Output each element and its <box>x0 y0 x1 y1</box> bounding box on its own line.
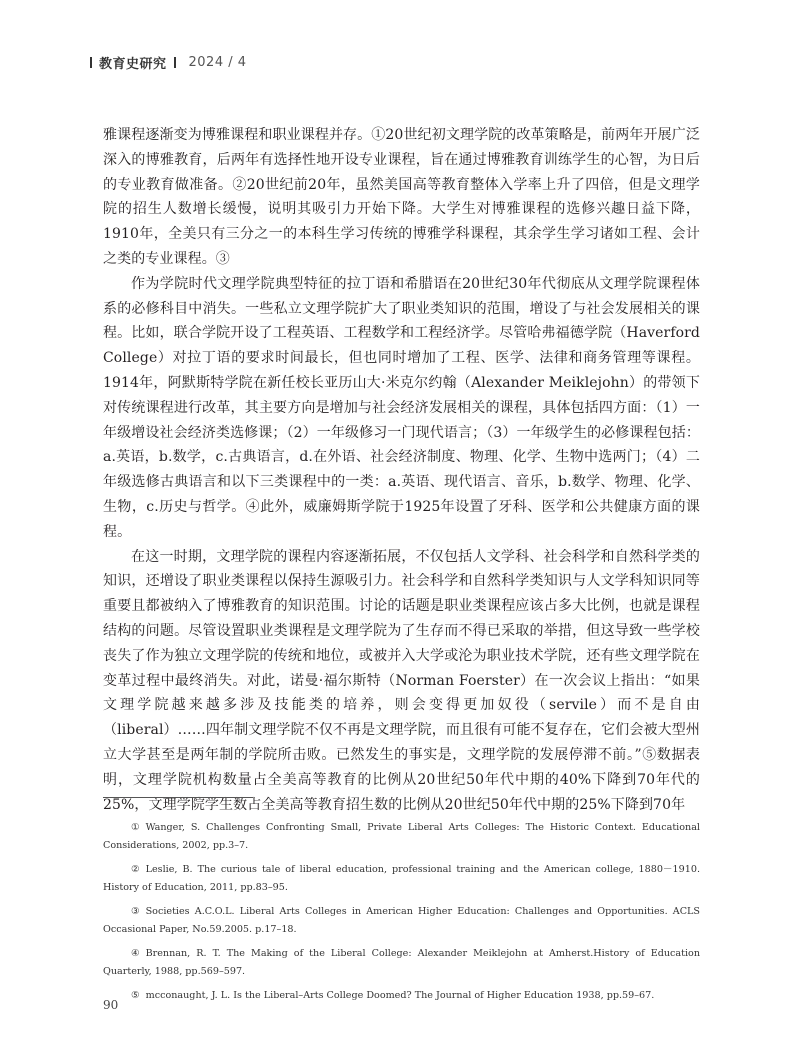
paragraph-1: 雅课程逐渐变为博雅课程和职业课程并存。①20世纪初文理学院的改革策略是，前两年开展广泛深入的博雅教育，后两年有选择性地开设专业课程，旨在通过博雅教育训练学生的心智，为日后的专业教育做准备。②20世纪前20年，虽然美国高等教育整体入学率上升了四倍，但是文理学院的招生人数增长缓慢，说明其吸引力开始下降。大学生对博雅课程的选修兴趣日益下降，1910年，全美只有三分之一的本科生学习传统的博雅学科课程，其余学生学习诸如工程、会计之类的专业课程。③ <box>103 127 700 267</box>
header-bar-right <box>174 57 176 68</box>
footnote-mark: ① <box>131 822 140 833</box>
page-number: 90 <box>103 998 119 1012</box>
footnote-mark: ③ <box>131 906 140 917</box>
footnote-text: mcconaught, J. L. Is the Liberal–Arts College Doomed? The Journal of Higher Education 1938, pp.59–67. <box>145 990 655 1001</box>
footnote-separator <box>103 797 253 798</box>
footnote-text: Wanger, S. Challenges Confronting Small, Private Liberal Arts Colleges: The Historic Context. Educational Considerations, 2002, pp.3–7. <box>103 822 700 851</box>
journal-title: 教育史研究 <box>99 56 167 72</box>
paragraph-2: 作为学院时代文理学院典型特征的拉丁语和希腊语在20世纪30年代彻底从文理学院课程体系的必修科目中消失。一些私立文理学院扩大了职业类知识的范围，增设了与社会发展相关的课程。比如，联合学院开设了工程英语、工程数学和工程经济学。尽管哈弗福德学院（Haverford College）对拉丁语的要求时间最长，但也同时增加了工程、医学、法律和商务管理等课程。1914年，阿默斯特学院在新任校长亚历山大·米克尔约翰（Alexander Meiklejohn）的带领下对传统课程进行改革，其主要方向是增加与社会经济发展相关的课程，具体包括四方面：（1）一年级增设社会经济类选修课；（2）一年级修习一门现代语言；（3）一年级学生的必修课程包括：a.英语，b.数学，c.古典语言，d.在外语、社会经济制度、物理、化学、生物中选两门；（4）二年级选修古典语言和以下三类课程中的一类：a.英语、现代语言、音乐，b.数学、物理、化学、生物，c.历史与哲学。④此外，威廉姆斯学院于1925年设置了牙科、医学和公共健康方面的课程。 <box>103 275 700 540</box>
footnote-mark: ② <box>131 864 140 875</box>
paragraph-3: 在这一时期，文理学院的课程内容逐渐拓展，不仅包括人文学科、社会科学和自然科学类的知识，还增设了职业类课程以保持生源吸引力。社会科学和自然科学类知识与人文学科知识同等重要且都被纳入了博雅教育的知识范围。讨论的话题是职业类课程应该占多大比例，也就是课程结构的问题。尽管设置职业类课程是文理学院为了生存而不得已采取的举措，但这导致一些学校丧失了作为独立文理学院的传统和地位，或被并入大学或沦为职业技术学院，还有些文理学院在变革过程中最终消失。对此，诺曼·福尔斯特（Norman Foerster）在一次会议上指出：“如果文理学院越来越多涉及技能类的培养，则会变得更加奴役（servile）而不是自由（liberal）……四年制文理学院不仅不再是文理学院，而且很有可能不复存在，它们会被大型州立大学甚至是两年制的学院所击败。已然发生的事实是，文理学院的发展停滞不前。”⑤数据表明，文理学院机构数量占全美高等教育的比例从20世纪50年代中期的40%下降到70年代的25%，文理学院学生数占全美高等教育招生数的比例从20世纪50年代中期的25%下降到70年 <box>103 548 700 813</box>
footnote-3 <box>103 903 700 938</box>
footnote-mark: ⑤ <box>131 990 140 1001</box>
footnote-text: Brennan, R. T. The Making of the Liberal College: Alexander Meiklejohn at Amherst.History of Education Quarterly, 1988, pp.569–597. <box>103 948 700 977</box>
footnote-4 <box>103 945 700 980</box>
footnote-text: Societies A.C.O.L. Liberal Arts Colleges in American Higher Education: Challenges and Opportunities. ACLS Occasional Paper, No.59.2005. p.17–18. <box>103 906 700 935</box>
body-text <box>103 123 700 817</box>
footnote-5 <box>103 987 700 1005</box>
issue-number: 2024 / 4 <box>188 54 247 70</box>
footnote-mark: ④ <box>131 948 140 959</box>
footnote-text: Leslie, B. The curious tale of liberal education, professional training and the American college, 1880－1910. History of Education, 2011, pp.83–95. <box>103 864 700 893</box>
footnote-2 <box>103 861 700 896</box>
running-header <box>90 52 247 72</box>
header-bar-left <box>90 57 92 68</box>
footnote-1 <box>103 819 700 854</box>
footnotes <box>103 819 700 1012</box>
